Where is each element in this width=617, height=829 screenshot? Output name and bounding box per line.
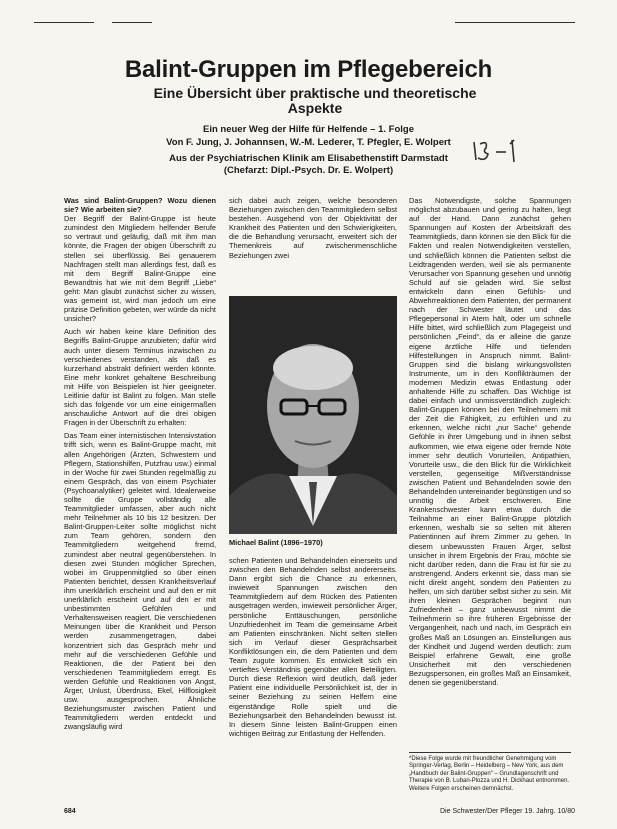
footnote-rule: [409, 752, 571, 753]
paragraph-text: sich dabei auch zeigen, welche besonderen Beziehungen zwischen den Teammitgliedern selbst bestehen. Ausgehend von der Objektivität der Krankheit des Patienten und den Schwierigkeiten, die die Behandlung verursacht, erweitert sich der Themenkreis auf zwischenmenschliche Beziehungen zwei: [229, 196, 397, 260]
portrait-photo: [229, 296, 397, 534]
article-column-2-top: [229, 196, 397, 282]
article-tagline: Ein neuer Weg der Hilfe für Helfende – 1. Folge: [203, 124, 414, 135]
article-column-3: [409, 196, 571, 726]
article-chief: (Chefarzt: Dipl.-Psych. Dr. E. Wolpert): [223, 165, 394, 176]
paragraph: [64, 431, 216, 731]
footnote: *Diese Folge wurde mit freundlicher Genehmigung vom Springer-Verlag, Berlin – Heidelberg – New York, aus dem „Handbuch der Balint-Gruppen“ – Grundlagenschrift und Therapie von B. Luban-Plozza und H. Dickhaut entnommen. Weitere Folgen erscheinen demnächst.: [409, 756, 570, 792]
article-institution: Aus der Psychiatrischen Klinik am Elisabethenstift Darmstadt: [169, 153, 448, 164]
paragraph: [64, 196, 216, 323]
photo-caption: Michael Balint (1896–1970): [229, 538, 323, 547]
header-rule-right: [455, 22, 575, 23]
header-rule-mid: [112, 22, 152, 23]
paragraph-text: Das Team einer internistischen Intensivstation trifft sich, wenn es Balint-Gruppe macht, mit allen Angehörigen (Ärzten, Schwestern und Pflegern, Stationshilfen, Putzfrau usw.) einmal in der Woche für zwei Stunden regelmäßig zu einem Gespräch, das von einem Psychiater (Psychoanalytiker) geleitet wird. Idealerweise sollte die Gruppe vollständig alle Teammitglieder umfassen, aber auch nicht mehr Teilnehmer als 10 bis 12 besitzen. Der Balint-Gruppen-Leiter sollte möglichst nicht zum Team gehören, sondern den Teammitgliedern weitgehend fremd, zumindest aber neutral gegenüberstehen. In diesen zwei Stunden möglicher Sprechen, wobei im Gruppenmitglied so über einen Patienten berichtet, dessen Krankheitsverlauf ihm unerklärlich erscheint und auf den er mit unerklärlich erscheint und auf den er mit unbestimmten Gefühlen und Verhaltensweisen reagiert. Die verschiedenen Meinungen über die Krankheit und Person werden zusammengetragen, dabei konzentriert sich das Gespräch mehr und mehr auf die verschiedenen Gefühle und Reaktionen, die der Patient bei den verschiedenen Teammitgliedern erregt. Es werden Gefühle und Reaktionen von Angst, Ärger, Unlust, Überdruss, Ekel, Hilflosigkeit usw. ausgesprochen. Ähnliche Beziehungsmuster zwischen Patient und Teammitgliedern werden entdeckt und zwangsläufig wird: [64, 431, 216, 732]
paragraph-text: Das Notwendigste, solche Spannungen möglichst abzubauen und gering zu halten, liegt auf der Hand. Dann zunächst gehen Spannungen auf Kosten der Arbeitskraft des Teammitglieds, dann können sie den Blick für die Fakten und realen Notwendigkeiten verstellen, und schließlich können die Patienten selbst die Leidtragenden werden, weil sie als permanente Verursacher von Spannung gesehen und unnötig Schuld auf sie geladen wird. Sie selbst entwickeln dann einen Gefühls- und Abwehrreaktionen dem Patienten, der permanent nach der Schwester läutet und das Pflegepersonal in Atem hält, oder um schnelle Hilfe bittet, wird schließlich zum Plagegeist und persönlichen „Feind“, da er alleine die ganze eigene ärztliche Hilfe und tiefenden Hilfestellungen in Anspruch nimmt. Balint-Gruppen sind die bislang wirkungsvollsten Instrumente, um in den Konflikträumen der modernen Medizin etwas Entlastung oder anhaltende Hilfe zu schaffen. Das Wichtige ist dabei einfach und unmissverständlich zugleich: Balint-Gruppen können bei den Teilnehmern mit der Zeit die Fähigkeit, zu erfühlen und zu erkennen, welche nicht „nur Sache“ gehende Gefühle in ihrer Umgebung und in ihnen selbst aufkommen, wie etwa eigene oder fremde Nöte immer sehr deutlich Vorurteilen, Antipathien, Vorurteile usw., die den Blick für die Wirklichkeit verstellen, gegenseitige Mißverständnisse zwischen Patient und Behandelnden sowie den Behandelnden untereinander begünstigen und so unnötig die Arbeit erschweren. Eine Krankenschwester kann etwa durch die Teilnahme an einer Balint-Gruppe plötzlich erkennen, weshalb sie so selten mit älteren Patientinnen auf ihrem Zimmer zu gehen. In diesem unbewussten Frauen Ärger, selbst unsicher in ihrem Ergebnis der Frau, möchte sie nicht darüber reden, dann die Frau ist für sie zu anstrengend. Anders erkennt sie, dass man sie nicht direkt angeht, sondern den Patienten zu helfen, um sich darüber selbst sicher zu sein. Mit ihren kleinen Gesprächen beginnt nun Zufriedenheit – ganz unbewusst nimmt die Teilnehmerin so ihre früheren Ergebnisse der Vergangenheit, nach und nach, im Gespräch ein großes Maß an Lösungen an. Einstellungen aus der Kindheit und Jugend werden deutlich: zum Beispiel erfahrene Gewalt, eine große Unsicherheit mit den verschiedenen Bezugspersonen, ein großes Maß an Einsamkeit, denen sie gegenüberstand.: [409, 196, 571, 687]
article-title: Balint-Gruppen im Pflegebereich: [124, 56, 493, 83]
handwritten-note: [470, 136, 536, 166]
paragraph-text: Der Begriff der Balint-Gruppe ist heute zumindest den Mitgliedern helfender Berufe so vertraut und geläufig, daß mit ihm man könnte, die Fragen der obigen Überschrift zu stellen sei überflüssig. Bei genauerem Nachfragen stellt man allerdings fest, daß es mit dem Begriff Balint-Gruppe eine Bewandtnis hat wie mit dem Begriff „Liebe“ geht: Man glaubt zunächst sicher zu wissen, was gemeint ist, wird man jedoch um eine präzise Definition gebeten, wer würde da nicht unsicher?: [64, 214, 216, 324]
article-authors: Von F. Jung, J. Johannsen, W.-M. Lederer, T. Pfegler, E. Wolpert: [166, 137, 451, 148]
question-heading: Was sind Balint-Gruppen? Wozu dienen sie? Wie arbeiten sie?: [64, 196, 216, 215]
article-column-1: [64, 196, 216, 791]
article-column-2-bottom: [229, 556, 397, 796]
paragraph-text: Auch wir haben keine klare Definition des Begriffs Balint-Gruppe anzubieten; dafür wird auch unter diesem Terminus inzwischen zu verschiedenes verstanden, als daß es kurzerhand abstrakt definiert werden könnte. Eine mehr konkret gehaltene Beschreibung mit Hilfe von Beispielen ist hier geeigneter. Leitlinie dafür ist Balint zu folgen. Man stelle sich das folgende vor um eine einigermaßen anschauliche Antwort auf die drei obigen Fragen in der Überschrift zu erhalten:: [64, 327, 216, 428]
article-subtitle: Eine Übersicht über praktische und theoretische Aspekte: [153, 85, 477, 116]
header-rule-left: [34, 22, 94, 23]
journal-footer: Die Schwester/Der Pfleger 19. Jahrg. 10/80: [440, 808, 576, 815]
paragraph-text: schen Patienten und Behandelnden einerseits und zwischen den Behandelnden selbst andererseits. Dann ergibt sich die Chance zu erkennen, inwieweit Spannungen zwischen den Teammitgliedern auf dem Rücken des Patienten ausgetragen werden, inwieweit persönlicher Ärger, persönliche Enttäuschungen, persönliche Unzufriedenheit im Team die gemeinsame Arbeit am Patienten einschränken. Nicht selten stellen sich im Verlauf dieser Gesprächsarbeit Konfliktlösungen ein, die dem Patienten und dem Team zugute kommen. Es entwickelt sich ein vertieftes Verständnis gegenüber allen Beteiligten. Durch diese Reflexion wird deutlich, daß jeder Patient eine individuelle Persönlichkeit ist, der in seiner Beziehung zu seinen Helfern eine eigenständige Rolle spielt und die Beziehungsarbeit den Behandelnden bewusst ist. In diesem Sinne leisten Balint-Gruppen einen wichtigen Beitrag zur Entlastung der Helfenden.: [229, 556, 397, 738]
paragraph: [64, 327, 216, 427]
page-number: 684: [64, 808, 76, 815]
